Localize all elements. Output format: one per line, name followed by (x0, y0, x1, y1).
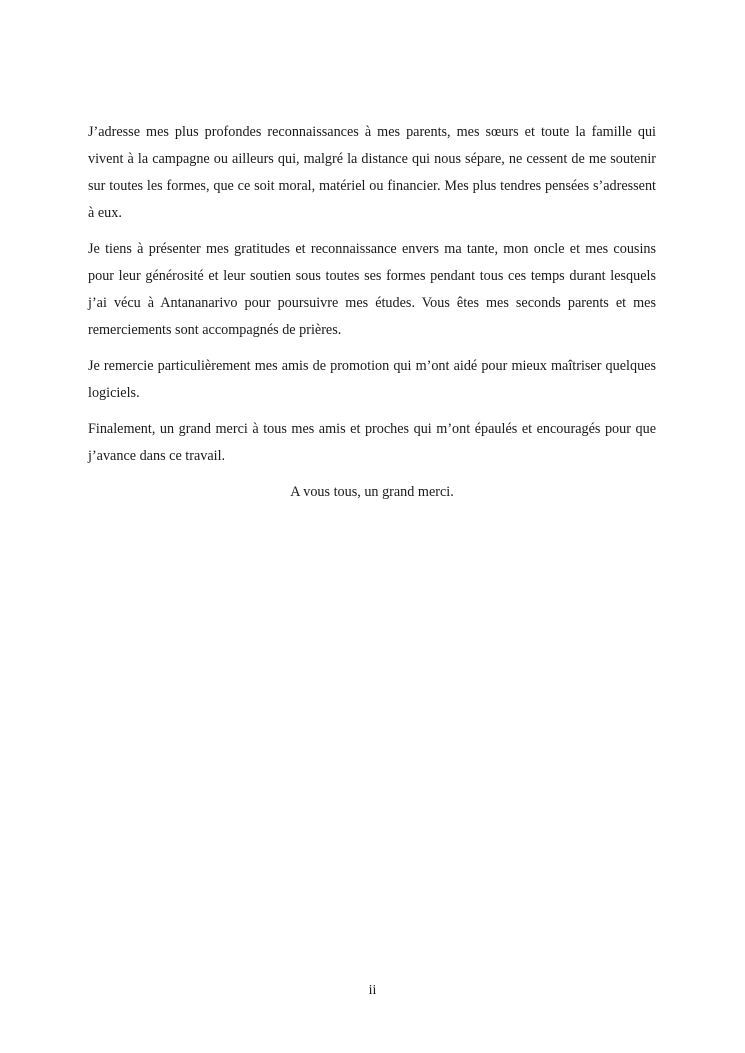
page-number: ii (368, 983, 377, 998)
acknowledgements-body (88, 119, 656, 506)
paragraph-family: J’adresse mes plus profondes reconnaissances à mes parents, mes sœurs et toute la famille qui vivent à la campagne ou ailleurs qui, malgré la distance qui nous sépare, ne cessent de me soutenir sur toutes les formes, que ce soit moral, matériel ou financier. Mes plus tendres pensées s’adressent à eux. (88, 124, 656, 221)
closing-line: A vous tous, un grand merci. (290, 484, 454, 500)
paragraph-friends: Finalement, un grand merci à tous mes amis et proches qui m’ont épaulés et encouragés pour que j’avance dans ce travail. (88, 421, 656, 464)
paragraph-relatives: Je tiens à présenter mes gratitudes et reconnaissance envers ma tante, mon oncle et mes cousins pour leur générosité et leur soutien sous toutes ses formes pendant tous ces temps durant lesquels j’ai vécu à Antananarivo pour poursuivre mes études. Vous êtes mes seconds parents et mes remerciements sont accompagnés de prières. (88, 241, 656, 338)
paragraph-classmates: Je remercie particulièrement mes amis de promotion qui m’ont aidé pour mieux maîtriser quelques logiciels. (88, 358, 656, 401)
